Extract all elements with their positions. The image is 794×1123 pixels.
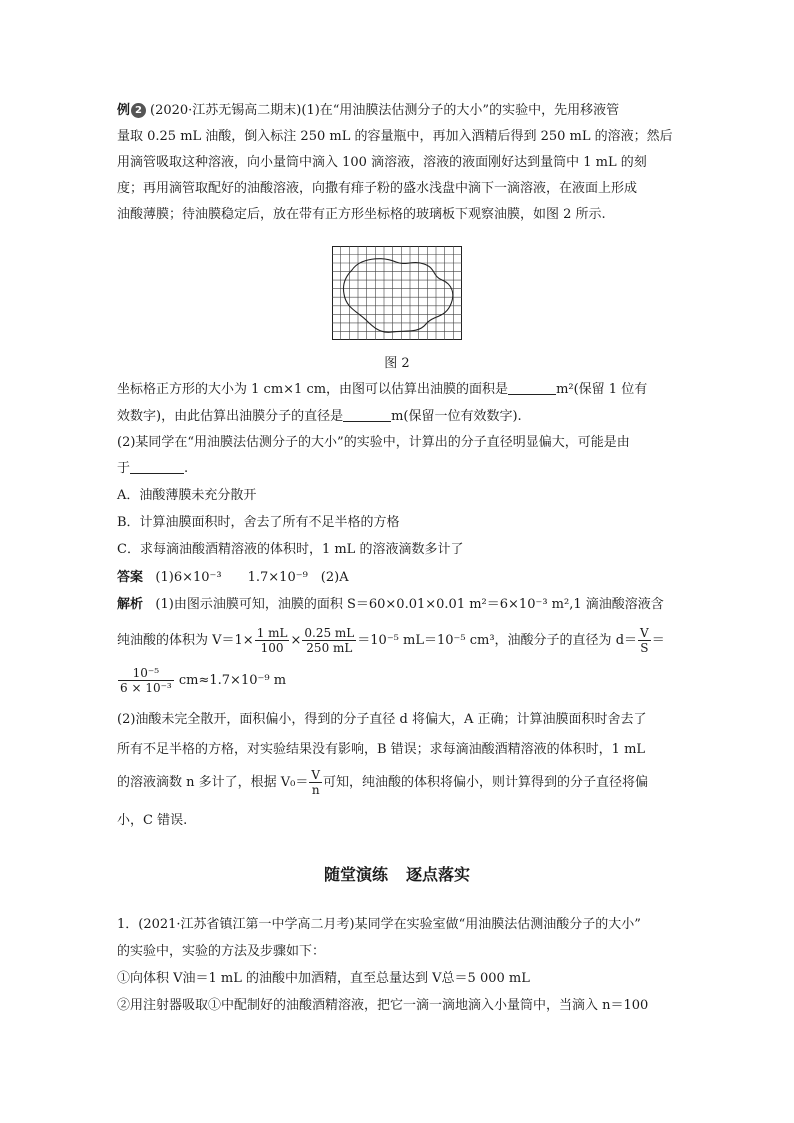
exercise1-line-2: 的实验中，实验的方法及步骤如下：	[117, 944, 326, 959]
frac-num: 10⁻⁵	[118, 666, 174, 681]
example-label: 例	[117, 103, 131, 118]
example-line-4: 度；再用滴管取配好的油酸溶液，向撒有痱子粉的盛水浅盘中滴下一滴溶液，在液面上形成	[117, 181, 638, 196]
frac-num: 0.25 mL	[304, 626, 355, 640]
answer-blank-diameter[interactable]	[343, 409, 391, 422]
example-line-3: 用滴管吸取这种溶液，向小量筒中滴入 100 滴溶液，溶液的液面刚好达到量筒中 1 mL 的刻	[117, 155, 647, 170]
frac-den: 100	[260, 641, 284, 655]
question2-text-a: 于	[117, 461, 131, 476]
frac-den: 6 × 10⁻³	[120, 681, 172, 695]
analysis-text-3: cm≈1.7×10⁻⁹ m	[178, 673, 287, 688]
analysis-line-2	[117, 626, 665, 656]
option-c: C．求每滴油酸酒精溶液的体积时，1 mL 的溶液滴数多计了	[117, 542, 464, 557]
example-number-badge: 2	[131, 103, 146, 118]
option-a: A．油酸薄膜未充分散开	[117, 488, 257, 503]
example-line-2: 量取 0.25 mL 油酸，倒入标注 250 mL 的容量瓶中，再加入酒精后得到 250 mL 的溶液；然后	[117, 129, 673, 144]
analysis-line-7: 小，C 错误.	[117, 813, 188, 828]
frac-num: V	[311, 768, 321, 782]
analysis-text-2b: ＝10⁻⁵ mL＝10⁻⁵ cm³，油酸分子的直径为 d＝	[357, 633, 638, 648]
frac-den: S	[640, 641, 649, 655]
question2-line-1: (2)某同学在“用油膜法估测分子的大小”的实验中，计算出的分子直径明显偏大，可能是由	[117, 435, 630, 450]
analysis-line-5: 所有不足半格的方格，对实验结果没有影响，B 错误；求每滴油酸酒精溶液的体积时，1 mL	[117, 742, 646, 757]
option-b: B．计算油膜面积时，舍去了所有不足半格的方格	[117, 515, 400, 530]
question1-line-2	[117, 408, 522, 426]
question2-line-2	[117, 460, 188, 478]
figure-caption: 图 2	[384, 356, 410, 371]
question1-text-a: 坐标格正方形的大小为 1 cm×1 cm，由图可以估算出油膜的面积是	[117, 382, 509, 397]
analysis-line-3	[117, 666, 286, 696]
section-title	[0, 862, 794, 885]
fraction-025-250	[302, 626, 356, 655]
question1-text-c: 效数字)，由此估算出油膜分子的直径是	[117, 409, 344, 424]
analysis-line-4: (2)油酸未完全散开，面积偏小，得到的分子直径 d 将偏大，A 正确；计算油膜面积时舍去了	[117, 712, 647, 727]
frac-num: 1 mL	[256, 626, 288, 640]
frac-num: V	[640, 626, 649, 640]
analysis-text-6b: 可知，纯油酸的体积将偏小，则计算得到的分子直径将偏	[323, 775, 649, 790]
answer-text: (1)6×10⁻³ 1.7×10⁻⁹ (2)A	[155, 570, 349, 585]
question1-line-1	[117, 381, 647, 399]
section-title-b: 逐点落实	[406, 865, 471, 884]
analysis-text-6a: 的溶液滴数 n 多计了，根据 V₀＝	[117, 775, 309, 790]
question2-text-b: .	[184, 461, 189, 476]
exercise1-line-4: ②用注射器吸取①中配制好的油酸酒精溶液，把它一滴一滴地滴入小量筒中，当滴入 n＝100	[117, 998, 649, 1013]
example-text: (2020·江苏无锡高二期末)(1)在“用油膜法估测分子的大小”的实验中，先用移液管	[150, 103, 620, 118]
times-sign: ×	[290, 633, 302, 648]
answer-blank-area[interactable]	[508, 382, 556, 395]
exercise1-line-3: ①向体积 V油＝1 mL 的油酸中加酒精，直至总量达到 V总＝5 000 mL	[117, 971, 530, 986]
fraction-v-n	[309, 768, 322, 797]
answer-label: 答案	[117, 570, 144, 585]
section-title-a: 随堂演练	[323, 865, 388, 884]
analysis-line-1	[117, 596, 664, 614]
analysis-text-2c: ＝	[651, 633, 665, 648]
answer-blank-reason[interactable]	[130, 461, 184, 474]
answer-line	[117, 569, 349, 587]
fraction-v-s	[638, 626, 651, 655]
example-line-5: 油酸薄膜；待油膜稳定后，放在带有正方形坐标格的玻璃板下观察油膜，如图 2 所示.	[117, 207, 606, 222]
exercise1-line-1: 1．(2021·江苏省镇江第一中学高二月考)某同学在实验室做“用油膜法估测油酸分子的大小”	[117, 917, 641, 932]
frac-den: n	[311, 783, 320, 797]
question1-text-b: m²(保留 1 位有	[556, 382, 648, 397]
question1-text-d: m(保留一位有效数字).	[391, 409, 522, 424]
fraction-diameter	[118, 666, 174, 695]
oil-film-grid-figure	[332, 246, 462, 340]
analysis-text-2a: 纯油酸的体积为 V＝1×	[117, 633, 254, 648]
fraction-1ml-100	[255, 626, 290, 655]
frac-den: 250 mL	[306, 641, 353, 655]
analysis-text-1: (1)由图示油膜可知，油膜的面积 S＝60×0.01×0.01 m²＝6×10⁻³ m²,1 滴油酸溶液含	[155, 597, 664, 612]
analysis-line-6	[117, 768, 648, 798]
analysis-label: 解析	[117, 597, 144, 612]
example-line-1	[117, 102, 619, 120]
